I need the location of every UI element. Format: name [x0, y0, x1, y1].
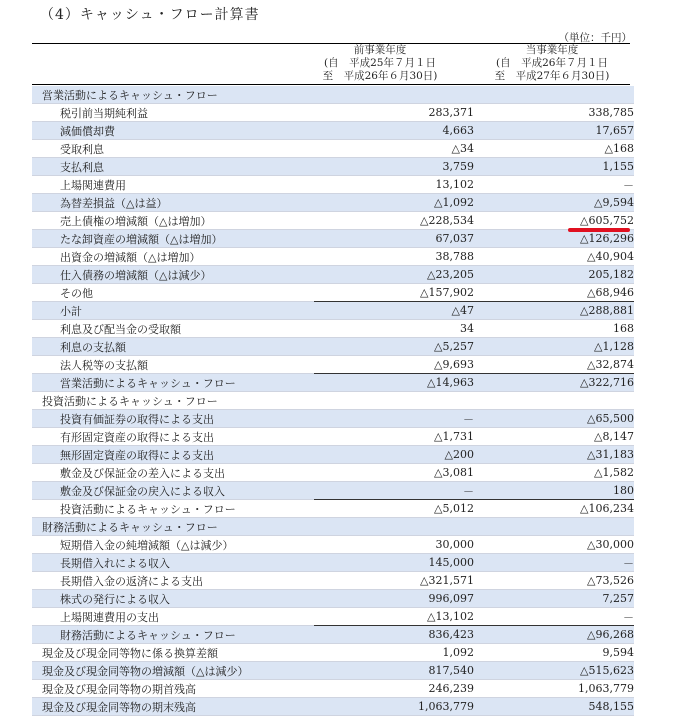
table-row: [32, 122, 634, 140]
column-header-label: 当事業年度: [525, 44, 579, 56]
row-label: 上場関連費用: [60, 178, 126, 192]
previous-year-value: 13,102: [435, 178, 474, 191]
current-year-value: －: [623, 556, 634, 570]
column-header-previous-year: [305, 44, 455, 86]
column-header-current-year: [468, 44, 636, 86]
previous-year-value: △228,534: [420, 214, 474, 227]
row-label: 売上債権の増減額（△は増加）: [60, 214, 212, 228]
table-row: [32, 104, 634, 122]
previous-year-value: △34: [451, 142, 474, 155]
previous-year-value: 836,423: [314, 626, 474, 644]
current-year-value: [474, 518, 634, 536]
row-label: 現金及び現金同等物に係る換算差額: [42, 646, 218, 660]
previous-year-value: △47: [314, 302, 474, 320]
row-label: 有形固定資産の取得による支出: [60, 430, 214, 444]
row-label: 株式の発行による収入: [60, 592, 170, 606]
row-label: 出資金の増減額（△は増加）: [60, 250, 201, 264]
current-year-value: △322,716: [474, 374, 634, 392]
table-row: [32, 194, 634, 212]
previous-year-value: －: [463, 412, 474, 426]
current-year-value: 205,182: [588, 268, 634, 281]
row-label: 減価償却費: [60, 124, 115, 138]
row-label: 現金及び現金同等物の期首残高: [42, 682, 196, 696]
previous-year-value: [314, 86, 474, 104]
row-label: 投資活動によるキャッシュ・フロー: [60, 502, 236, 516]
table-row: [32, 662, 634, 680]
previous-year-value: △5,257: [434, 340, 474, 353]
current-year-value: 7,257: [602, 592, 634, 605]
current-year-value: △1,582: [594, 466, 634, 479]
row-label: 現金及び現金同等物の増減額（△は減少）: [42, 664, 249, 678]
table-row: [32, 212, 634, 230]
table-row: [32, 338, 634, 356]
current-year-value: 548,155: [588, 700, 634, 713]
current-year-value: △40,904: [587, 250, 634, 263]
current-year-value: 168: [613, 322, 634, 335]
row-label: 投資有価証券の取得による支出: [60, 412, 214, 426]
row-label: 財務活動によるキャッシュ・フロー: [42, 520, 218, 534]
previous-year-value: 1,092: [442, 646, 474, 659]
table-row: [32, 680, 634, 698]
table-row: [32, 158, 634, 176]
table-row: [32, 536, 634, 554]
table-row: [32, 626, 634, 644]
row-label: 敷金及び保証金の戻入による収入: [60, 484, 225, 498]
previous-year-value: 283,371: [428, 106, 474, 119]
current-year-value: －: [623, 178, 634, 192]
table-row: [32, 356, 634, 374]
current-year-value: [474, 392, 634, 410]
previous-year-value: △1,731: [434, 430, 474, 443]
cash-flow-table: [32, 86, 634, 716]
row-label: 小計: [60, 304, 82, 318]
row-label: 財務活動によるキャッシュ・フロー: [60, 628, 236, 642]
current-year-value: 1,155: [602, 160, 634, 173]
row-label: 税引前当期純利益: [60, 106, 148, 120]
table-row: [32, 500, 634, 518]
current-year-value: 17,657: [595, 124, 634, 137]
previous-year-value: 145,000: [428, 556, 474, 569]
column-header-from: (自 平成25年７月１日: [324, 57, 436, 69]
table-row: [32, 608, 634, 626]
column-header-label: 前事業年度: [353, 44, 407, 56]
current-year-value: △605,752: [580, 214, 634, 227]
table-row: [32, 554, 634, 572]
table-row: [32, 284, 634, 302]
table-row: [32, 302, 634, 320]
table-row: [32, 410, 634, 428]
current-year-value: △65,500: [587, 412, 634, 425]
row-label: 受取利息: [60, 142, 104, 156]
table-row: [32, 698, 634, 716]
previous-year-value: △13,102: [427, 610, 474, 623]
page-title: （4）キャッシュ・フロー計算書: [40, 7, 260, 23]
table-row: [32, 518, 634, 536]
table-row: [32, 248, 634, 266]
row-label: 営業活動によるキャッシュ・フロー: [60, 376, 236, 390]
previous-year-value: △200: [444, 448, 474, 461]
current-year-value: 338,785: [588, 106, 634, 119]
current-year-value: 9,594: [602, 646, 634, 659]
row-label: 長期借入れによる収入: [60, 556, 170, 570]
current-year-value: △73,526: [587, 574, 634, 587]
column-header-to: 至 平成26年６月30日): [322, 70, 438, 82]
current-year-value: △106,234: [474, 500, 634, 518]
current-year-value: △1,128: [594, 340, 634, 353]
current-year-value: △8,147: [594, 430, 634, 443]
previous-year-value: 67,037: [435, 232, 474, 245]
table-row: [32, 482, 634, 500]
previous-year-value: 817,540: [428, 664, 474, 677]
previous-year-value: △9,693: [434, 358, 474, 371]
table-row: [32, 176, 634, 194]
previous-year-value: 3,759: [442, 160, 474, 173]
current-year-value: [474, 86, 634, 104]
previous-year-value: 34: [460, 322, 474, 335]
current-year-value: －: [623, 610, 634, 624]
row-label: 法人税等の支払額: [60, 358, 148, 372]
previous-year-value: 30,000: [435, 538, 474, 551]
table-row: [32, 392, 634, 410]
current-year-value: △31,183: [587, 448, 634, 461]
previous-year-value: －: [463, 484, 474, 498]
current-year-value: 1,063,779: [578, 682, 634, 695]
column-header-from: (自 平成26年７月１日: [496, 57, 608, 69]
table-row: [32, 140, 634, 158]
table-row: [32, 230, 634, 248]
column-header-to: 至 平成27年６月30日): [494, 70, 610, 82]
previous-year-value: [314, 518, 474, 536]
row-label: 現金及び現金同等物の期末残高: [42, 700, 196, 714]
row-label: 短期借入金の純増減額（△は減少）: [60, 538, 234, 552]
current-year-value: △126,296: [580, 232, 634, 245]
current-year-value: 180: [613, 484, 634, 497]
previous-year-value: △321,571: [420, 574, 474, 587]
table-row: [32, 644, 634, 662]
current-year-value: △96,268: [474, 626, 634, 644]
current-year-value: △515,623: [580, 664, 634, 677]
previous-year-value: △14,963: [314, 374, 474, 392]
previous-year-value: △3,081: [434, 466, 474, 479]
row-label: 為替差損益（△は益）: [60, 196, 168, 210]
table-row: [32, 446, 634, 464]
table-row: [32, 590, 634, 608]
table-row: [32, 374, 634, 392]
table-row: [32, 266, 634, 284]
row-label: 投資活動によるキャッシュ・フロー: [42, 394, 218, 408]
previous-year-value: △157,902: [420, 286, 474, 299]
row-label: 敷金及び保証金の差入による支出: [60, 466, 225, 480]
header-bottom-rule: [32, 84, 630, 85]
row-label: 営業活動によるキャッシュ・フロー: [42, 88, 218, 102]
previous-year-value: △23,205: [427, 268, 474, 281]
previous-year-value: △5,012: [314, 500, 474, 518]
previous-year-value: 38,788: [435, 250, 474, 263]
table-row: [32, 464, 634, 482]
table-row: [32, 428, 634, 446]
current-year-value: △168: [604, 142, 634, 155]
row-label: 仕入債務の増減額（△は減少）: [60, 268, 212, 282]
row-label: 支払利息: [60, 160, 104, 174]
row-label: 上場関連費用の支出: [60, 610, 159, 624]
row-label: 利息及び配当金の受取額: [60, 322, 181, 336]
table-row: [32, 572, 634, 590]
previous-year-value: [314, 392, 474, 410]
red-underline-annotation: [568, 228, 630, 232]
row-label: 無形固定資産の取得による支出: [60, 448, 214, 462]
current-year-value: △30,000: [587, 538, 634, 551]
previous-year-value: 1,063,779: [418, 700, 474, 713]
current-year-value: △32,874: [587, 358, 634, 371]
previous-year-value: 246,239: [428, 682, 474, 695]
previous-year-value: 996,097: [428, 592, 474, 605]
previous-year-value: △1,092: [434, 196, 474, 209]
current-year-value: △9,594: [594, 196, 634, 209]
table-row: [32, 86, 634, 104]
row-label: その他: [60, 286, 93, 300]
row-label: たな卸資産の増減額（△は増加）: [60, 232, 223, 246]
current-year-value: △288,881: [474, 302, 634, 320]
table-row: [32, 320, 634, 338]
row-label: 利息の支払額: [60, 340, 126, 354]
current-year-value: △68,946: [587, 286, 634, 299]
unit-label: （単位：千円）: [558, 32, 632, 44]
previous-year-value: 4,663: [442, 124, 474, 137]
row-label: 長期借入金の返済による支出: [60, 574, 203, 588]
